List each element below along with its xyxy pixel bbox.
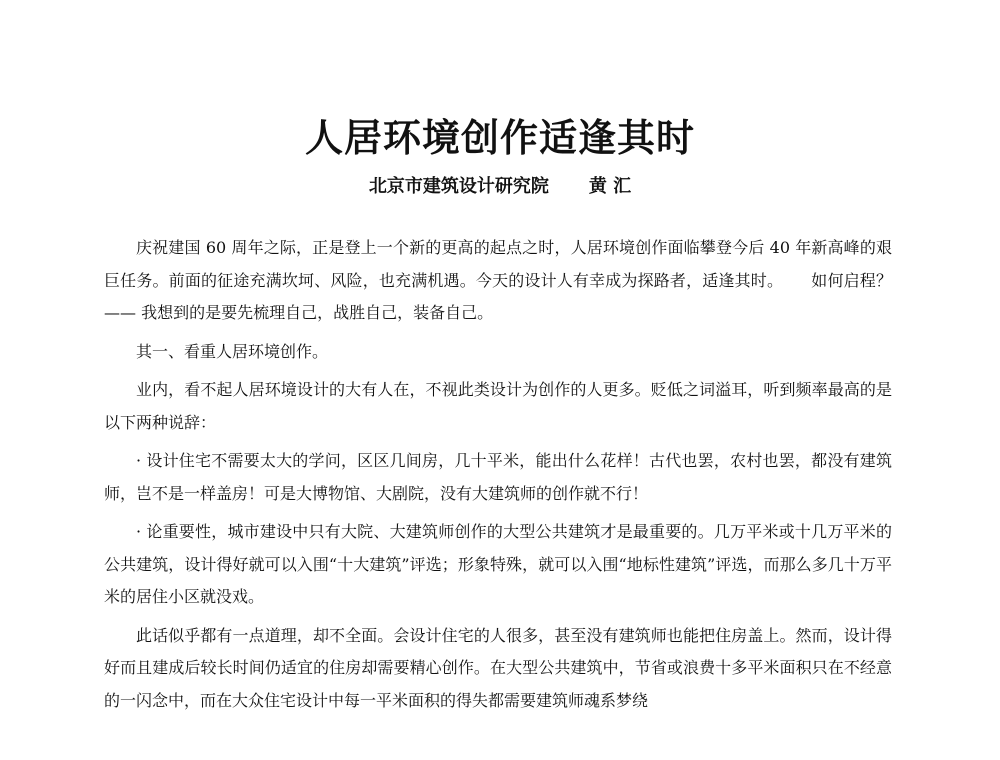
document-title: 人居环境创作适逢其时 [304,116,695,160]
paragraph-3: 此话似乎都有一点道理，却不全面。会设计住宅的人很多，甚至没有建筑师也能把住房盖上。然而，设计得好而且建成后较长时间仍适宜的住房却需要精心创作。在大型公共建筑中，节省或浪费十多平米面积只在不经意的一闪念中，而在大众住宅设计中每一平米面积的得失都需要建筑师魂系梦绕 [104,625,892,710]
author-organization: 北京市建筑设计研究院 [368,176,549,197]
author-name: 黄 汇 [588,176,632,197]
paragraph-intro [104,232,892,330]
bullet-item-1: · 设计住宅不需要太大的学问，区区几间房，几十平米，能出什么花样！古代也罢，农村也罢，都没有建筑师，岂不是一样盖房！可是大博物馆、大剧院，没有大建筑师的创作就不行！ [104,451,892,503]
bullet-item-2: · 论重要性，城市建设中只有大院、大建筑师创作的大型公共建筑才是最重要的。几万平米或十几万平米的公共建筑，设计得好就可以入围“十大建筑”评选；形象特殊，就可以入围“地标性建筑”评选，而那么多几十万平米的居住小区就没戏。 [104,522,892,606]
paragraph-intro-part2: 如何启程？—— 我想到的是要先梳理自己，战胜自己，装备自己。 [104,270,892,322]
article-body [104,232,892,723]
byline [0,174,1000,200]
paragraph-2: 业内，看不起人居环境设计的大有人在，不视此类设计为创作的人更多。贬低之词溢耳，听到频率最高的是以下两种说辞： [104,380,892,432]
paragraph-intro-part1: 庆祝建国 60 周年之际，正是登上一个新的更高的起点之时，人居环境创作面临攀登今后 40 年新高峰的艰巨任务。前面的征途充满坎坷、风险，也充满机遇。今天的设计人有幸成为探路者，适逢其时。 [104,238,892,290]
section-heading-1: 其一、看重人居环境创作。 [136,341,329,361]
